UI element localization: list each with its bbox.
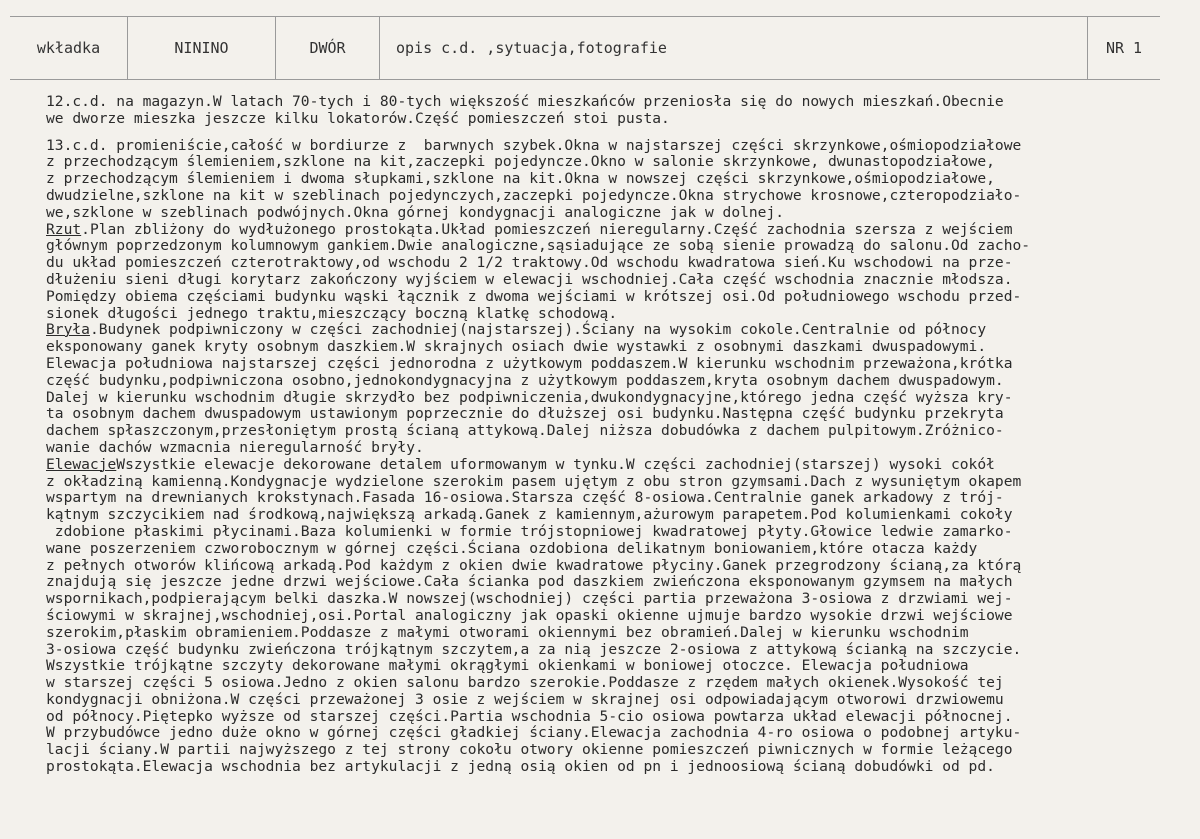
text-line: znajdują się jeszcze jedne drzwi wejściowe.Cała ścianka pod daszkiem zwieńczona eksponowanym gzymsem na małych (46, 573, 1013, 591)
text-run: .Plan zbliżony do wydłużonego prostokąta.Układ pomieszczeń nieregularny.Część zachodnia szersza z wejściem (81, 220, 1013, 238)
text-line: część budynku,podpiwniczona osobno,jednokondygnacyjna z użytkowym poddaszem,kryta osobnym dachem dwuspadowym. (46, 371, 1004, 389)
text-line: prostokąta.Elewacja wschodnia bez artykulacji z jedną osią okien od pn i jednoosiową ścianą dobudówki od pd. (46, 758, 995, 776)
elewacje-paragraph-start (46, 457, 1186, 474)
body-text (46, 94, 1186, 776)
header-table (10, 16, 1160, 80)
header-insert-label: wkładka (10, 17, 128, 79)
text-line: Elewacja południowa najstarszej części jednorodna z użytkowym poddaszem.W kierunku wschodnim przeważona,krótka (46, 354, 1013, 372)
bryla-paragraph-start (46, 322, 1186, 339)
text-line: sionek długości jednego traktu,mieszczący boczną klatkę schodową. (46, 304, 618, 322)
text-line: z przechodzącym ślemieniem i dwoma słupkami,szklone na kit.Okna w nowszej części skrzynkowe,ośmiopodziałowe, (46, 170, 995, 188)
elewacje-heading: Elewacje (46, 455, 117, 473)
text-line: z okładziną kamienną.Kondygnacje wydzielone szerokim pasem ujętym z obu stron gzymsami.Dach z wysuniętym okapem (46, 472, 1022, 490)
text-line: 13.c.d. promieniście,całość w bordiurze z barwnych szybek.Okna w najstarszej części skrzynkowe,ośmiopodziałowe (46, 136, 1022, 154)
header-number: NR 1 (1105, 39, 1143, 57)
text-line: wspornikach,podpierającym belki daszka.W nowszej(wschodniej) części partia przeważona 3-osiowa z drzwiami wej- (46, 590, 1013, 608)
text-line: w starszej części 5 osiowa.Jedno z okien salonu bardzo szerokie.Poddasze z rzędem małych okienek.Wysokość tej (46, 674, 1004, 692)
text-line: dwudzielne,szklone na kit w szeblinach pojedynczych,zaczepki pojedyncze.Okna strychowe krosnowe,czteropodziało- (46, 186, 1022, 204)
text-line: dłużeniu sieni długi korytarz zakończony wyjściem w elewacji wschodniej.Cała część wschodnia znacznie młodsza. (46, 270, 1013, 288)
text-line: ta osobnym dachem dwuspadowym ustawionym poprzecznie do dłuższej osi budynku.Następna część budynku przekryta (46, 405, 1004, 423)
text-line: wanie dachów wzmacnia nieregularność bryły. (46, 438, 424, 456)
text-line: we,szklone w szeblinach podwójnych.Okna górnej kondygnacji analogiczne jak w dolnej. (46, 203, 785, 221)
text-line: du układ pomieszczeń czterotraktowy,od wschodu 2 1/2 traktowy.Od wschodu kwadratowa sień.Ku wschodowi na prze- (46, 254, 1013, 272)
rzut-heading: Rzut (46, 220, 82, 238)
rzut-paragraph-start (46, 222, 1186, 239)
text-line: wane poszerzeniem czworobocznym w górnej części.Ściana ozdobiona delikatnym boniowaniem,które otacza każdy (46, 539, 978, 557)
text-line: głównym poprzedzonym kolumnowym gankiem.Dwie analogiczne,sąsiadujące ze sobą sienie prowadzą do salonu.Od zacho- (46, 237, 1031, 255)
text-line: z pełnych otworów klińcową arkadą.Pod każdym z okien dwie kwadratowe płyciny.Ganek przegrodzony ścianą,za którą (46, 556, 1022, 574)
text-line: Wszystkie trójkątne szczyty dekorowane małymi okrągłymi okienkami w boniowej otoczce. Elewacja południowa (46, 657, 969, 675)
text-line: lacji ściany.W partii najwyższego z tej strony cokołu otwory okienne pomieszczeń piwnicznych w formie leżącego (46, 741, 1013, 759)
text-line: wspartym na drewnianych krokstynach.Fasada 16-osiowa.Starsza część 8-osiowa.Centralnie ganek arkadowy z trój- (46, 489, 1004, 507)
text-line: szerokim,płaskim obramieniem.Poddasze z małymi otworami okiennymi bez obramień.Dalej w kierunku wschodnim (46, 623, 969, 641)
text-line: Pomiędzy obiema częściami budynku wąski łącznik z dwoma wejściami w krótszej osi.Od południowego wschodu przed- (46, 287, 1022, 305)
text-line: eksponowany ganek kryty osobnym daszkiem.W skrajnych osiach dwie wystawki z osobnymi daszkami dwuspadowymi. (46, 338, 987, 356)
text-line: kondygnacji obniżona.W części przeważonej 3 osie z wejściem w skrajnej osi odpowiadającym otworowi drzwiowemu (46, 690, 1004, 708)
text-line: ściowymi w skrajnej,wschodniej,osi.Portal analogiczny jak opaski okienne ujmuje bardzo wysokie drzwi wejściowe (46, 606, 1013, 624)
text-line: we dworze mieszka jeszcze kilku lokatorów.Część pomieszczeń stoi pusta. (46, 109, 670, 127)
text-run: .Budynek podpiwniczony w części zachodniej(najstarszej).Ściany na wysokim cokole.Centralnie od północy (89, 321, 987, 339)
text-line: z przechodzącym ślemieniem,szklone na kit,zaczepki pojedyncze.Okno w salonie skrzynkowe, dwunastopodziałowe, (46, 153, 995, 171)
text-line: Dalej w kierunku wschodnim długie skrzydło bez podpiwniczenia,dwukondygnacyjne,którego jedna część wyższa kry- (46, 388, 1013, 406)
header-object-type: DWÓR (276, 17, 380, 79)
text-line: zdobione płaskimi płycinami.Baza kolumienki w formie trójstopniowej kwadratowej płyty.Głowice ledwie zamarko- (46, 522, 1013, 540)
header-place-name: NININO (128, 17, 276, 79)
bryla-heading: Bryła (46, 321, 90, 339)
text-line: 3-osiowa część budynku zwieńczona trójkątnym szczytem,a za nią jeszcze 2-osiowa z attykową ścianką na szczycie. (46, 640, 1022, 658)
text-line: kątnym szczycikiem nad środkową,największą arkadą.Ganek z kamiennym,ażurowym parapetem.Pod kolumienkami cokoły (46, 506, 1013, 524)
header-description: opis c.d. ,sytuacja,fotografie (380, 17, 1088, 79)
text-line: 12.c.d. na magazyn.W latach 70-tych i 80-tych większość mieszkańców przeniosła się do nowych mieszkań.Obecnie (46, 93, 1004, 110)
text-line: dachem spłaszczonym,przesłoniętym prostą ścianą attykową.Dalej niższa dobudówka z dachem pulpitowym.Zróżnico- (46, 422, 1004, 440)
text-line: od północy.Piętерko wyższe od starszej części.Partia wschodnia 5-cio osiowa powtarza układ elewacji północnej. (46, 707, 1013, 725)
text-run: Wszystkie elewacje dekorowane detalem uformowanym w tynku.W części zachodniej(starszej) wysoki cokół (116, 455, 995, 473)
text-line: W przybudówce jedno duże okno w górnej części gładkiej ściany.Elewacja zachodnia 4-ro osiowa o podobnej artyku- (46, 724, 1022, 742)
